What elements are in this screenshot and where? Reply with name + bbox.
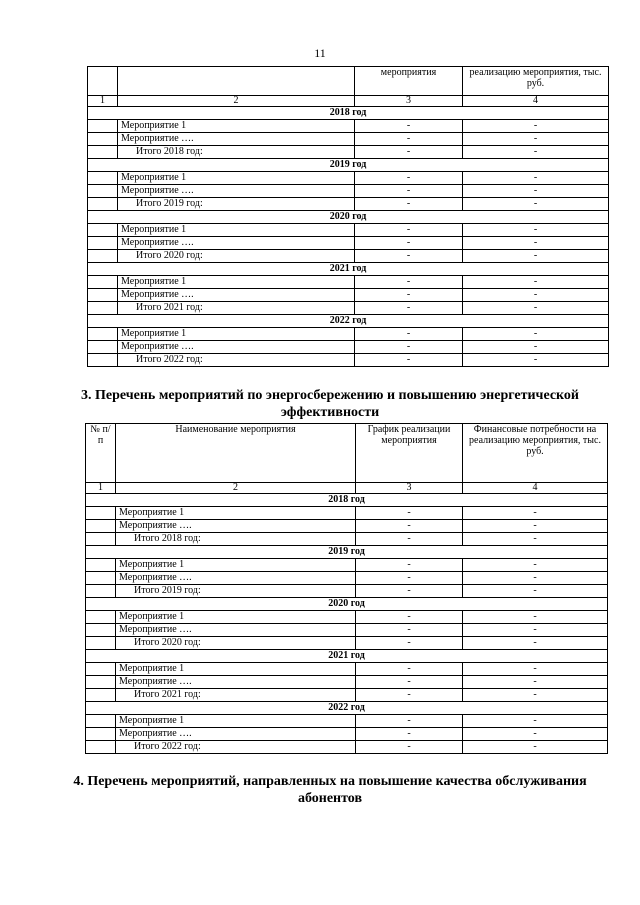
activity-row: [88, 172, 609, 185]
year-row: [88, 159, 609, 172]
column-number: 2: [118, 96, 355, 107]
total-row: [86, 741, 608, 754]
schedule-value: -: [356, 715, 463, 728]
row-number-cell: [88, 146, 118, 159]
header-col-1: [88, 67, 118, 96]
schedule-value: -: [355, 328, 463, 341]
financing-value: -: [463, 637, 608, 650]
schedule-value: -: [356, 741, 463, 754]
financing-value: -: [463, 520, 608, 533]
activity-name: Мероприятие 1: [118, 172, 355, 185]
activity-name: Мероприятие ….: [116, 624, 356, 637]
financing-value: -: [463, 341, 609, 354]
financing-value: -: [463, 185, 609, 198]
activity-row: [86, 507, 608, 520]
activity-name: Итого 2021 год:: [116, 689, 356, 702]
column-number: 3: [356, 483, 463, 494]
section-3-heading: 3. Перечень мероприятий по энергосбережению и повышению энергетической эффективности: [80, 388, 580, 420]
year-label: 2019 год: [88, 159, 609, 172]
schedule-value: -: [356, 507, 463, 520]
schedule-value: -: [355, 341, 463, 354]
activities-table-continued-body: [88, 67, 609, 367]
activity-row: [88, 185, 609, 198]
schedule-value: -: [356, 663, 463, 676]
activity-name: Мероприятие 1: [116, 663, 356, 676]
financing-value: -: [463, 237, 609, 250]
year-label: 2018 год: [86, 494, 608, 507]
column-number: 3: [355, 96, 463, 107]
schedule-value: -: [355, 198, 463, 211]
financing-value: -: [463, 611, 608, 624]
financing-value: -: [463, 276, 609, 289]
financing-value: -: [463, 172, 609, 185]
activity-name: Мероприятие 1: [116, 507, 356, 520]
activity-name: Мероприятие ….: [118, 237, 355, 250]
activity-row: [88, 224, 609, 237]
column-number: 1: [88, 96, 118, 107]
activity-name: Мероприятие ….: [116, 728, 356, 741]
financing-value: -: [463, 289, 609, 302]
financing-value: -: [463, 198, 609, 211]
column-number: 4: [463, 96, 609, 107]
activity-row: [88, 328, 609, 341]
year-label: 2020 год: [86, 598, 608, 611]
year-row: [86, 494, 608, 507]
total-row: [86, 585, 608, 598]
row-number-cell: [88, 250, 118, 263]
financing-value: -: [463, 302, 609, 315]
table-header-row: [86, 424, 608, 483]
row-number-cell: [88, 328, 118, 341]
row-number-cell: [88, 302, 118, 315]
financing-value: -: [463, 689, 608, 702]
year-label: 2021 год: [86, 650, 608, 663]
schedule-value: -: [356, 637, 463, 650]
activity-name: Итого 2022 год:: [118, 354, 355, 367]
schedule-value: -: [355, 120, 463, 133]
activity-name: Итого 2018 год:: [116, 533, 356, 546]
year-row: [86, 598, 608, 611]
schedule-value: -: [355, 237, 463, 250]
schedule-value: -: [355, 276, 463, 289]
row-number-cell: [86, 663, 116, 676]
row-number-cell: [86, 689, 116, 702]
header-col-name: Наименование мероприятия: [116, 424, 356, 483]
activity-name: Мероприятие 1: [118, 328, 355, 341]
row-number-cell: [86, 559, 116, 572]
activity-row: [86, 663, 608, 676]
row-number-cell: [86, 520, 116, 533]
column-number-row: [86, 483, 608, 494]
column-number: 1: [86, 483, 116, 494]
header-col-number: № п/п: [86, 424, 116, 483]
row-number-cell: [86, 624, 116, 637]
financing-value: -: [463, 559, 608, 572]
table-header-row: [88, 67, 609, 96]
row-number-cell: [86, 637, 116, 650]
row-number-cell: [88, 185, 118, 198]
total-row: [88, 198, 609, 211]
row-number-cell: [86, 507, 116, 520]
financing-value: -: [463, 224, 609, 237]
financing-value: -: [463, 585, 608, 598]
year-label: 2022 год: [86, 702, 608, 715]
schedule-value: -: [356, 611, 463, 624]
activity-row: [86, 624, 608, 637]
schedule-value: -: [355, 224, 463, 237]
total-row: [88, 250, 609, 263]
row-number-cell: [88, 237, 118, 250]
row-number-cell: [88, 276, 118, 289]
header-col-3: мероприятия: [355, 67, 463, 96]
activity-name: Итого 2018 год:: [118, 146, 355, 159]
year-row: [88, 263, 609, 276]
row-number-cell: [88, 198, 118, 211]
schedule-value: -: [355, 185, 463, 198]
activity-row: [86, 715, 608, 728]
schedule-value: -: [356, 585, 463, 598]
row-number-cell: [86, 728, 116, 741]
column-number-row: [88, 96, 609, 107]
year-label: 2021 год: [88, 263, 609, 276]
year-label: 2022 год: [88, 315, 609, 328]
activity-row: [88, 237, 609, 250]
row-number-cell: [88, 289, 118, 302]
total-row: [86, 637, 608, 650]
financing-value: -: [463, 328, 609, 341]
year-label: 2019 год: [86, 546, 608, 559]
schedule-value: -: [355, 133, 463, 146]
row-number-cell: [86, 533, 116, 546]
activity-row: [86, 572, 608, 585]
row-number-cell: [86, 676, 116, 689]
header-col-financing: Финансовые потребности на реализацию мероприятия, тыс. руб.: [463, 424, 608, 483]
row-number-cell: [88, 133, 118, 146]
year-row: [86, 702, 608, 715]
activities-table-continued: [87, 66, 609, 367]
activity-row: [86, 611, 608, 624]
year-row: [88, 107, 609, 120]
row-number-cell: [88, 354, 118, 367]
row-number-cell: [86, 715, 116, 728]
financing-value: -: [463, 133, 609, 146]
schedule-value: -: [356, 689, 463, 702]
activity-row: [86, 676, 608, 689]
schedule-value: -: [356, 559, 463, 572]
year-label: 2020 год: [88, 211, 609, 224]
year-row: [86, 546, 608, 559]
header-col-2: [118, 67, 355, 96]
row-number-cell: [88, 120, 118, 133]
activity-row: [86, 559, 608, 572]
financing-value: -: [463, 676, 608, 689]
schedule-value: -: [355, 172, 463, 185]
activity-name: Мероприятие 1: [116, 715, 356, 728]
financing-value: -: [463, 572, 608, 585]
energy-saving-table: [85, 423, 608, 754]
activity-name: Мероприятие ….: [118, 133, 355, 146]
year-row: [88, 211, 609, 224]
activity-row: [88, 289, 609, 302]
activity-name: Итого 2019 год:: [118, 198, 355, 211]
activity-row: [88, 276, 609, 289]
schedule-value: -: [355, 302, 463, 315]
activity-name: Итого 2022 год:: [116, 741, 356, 754]
activity-row: [88, 120, 609, 133]
activity-name: Мероприятие 1: [116, 611, 356, 624]
activity-name: Мероприятие 1: [116, 559, 356, 572]
row-number-cell: [86, 585, 116, 598]
schedule-value: -: [356, 572, 463, 585]
row-number-cell: [86, 611, 116, 624]
activity-name: Мероприятие ….: [116, 676, 356, 689]
year-label: 2018 год: [88, 107, 609, 120]
total-row: [88, 146, 609, 159]
row-number-cell: [86, 741, 116, 754]
total-row: [88, 302, 609, 315]
financing-value: -: [463, 741, 608, 754]
financing-value: -: [463, 354, 609, 367]
activity-row: [86, 728, 608, 741]
column-number: 2: [116, 483, 356, 494]
activity-name: Итого 2020 год:: [118, 250, 355, 263]
financing-value: -: [463, 146, 609, 159]
schedule-value: -: [355, 250, 463, 263]
year-row: [86, 650, 608, 663]
financing-value: -: [463, 507, 608, 520]
activity-name: Итого 2020 год:: [116, 637, 356, 650]
row-number-cell: [88, 224, 118, 237]
activity-name: Мероприятие ….: [116, 572, 356, 585]
activity-row: [88, 133, 609, 146]
financing-value: -: [463, 715, 608, 728]
activity-name: Мероприятие ….: [118, 341, 355, 354]
total-row: [88, 354, 609, 367]
activity-name: Мероприятие 1: [118, 224, 355, 237]
activity-name: Итого 2019 год:: [116, 585, 356, 598]
page-number: 11: [314, 46, 326, 60]
financing-value: -: [463, 624, 608, 637]
financing-value: -: [463, 728, 608, 741]
financing-value: -: [463, 250, 609, 263]
total-row: [86, 533, 608, 546]
column-number: 4: [463, 483, 608, 494]
row-number-cell: [86, 572, 116, 585]
activity-name: Мероприятие ….: [118, 289, 355, 302]
financing-value: -: [463, 533, 608, 546]
schedule-value: -: [355, 146, 463, 159]
activity-row: [86, 520, 608, 533]
financing-value: -: [463, 120, 609, 133]
schedule-value: -: [356, 624, 463, 637]
schedule-value: -: [356, 676, 463, 689]
activity-name: Мероприятие ….: [118, 185, 355, 198]
year-row: [88, 315, 609, 328]
row-number-cell: [88, 341, 118, 354]
activity-name: Мероприятие 1: [118, 276, 355, 289]
activity-name: Мероприятие ….: [116, 520, 356, 533]
schedule-value: -: [356, 520, 463, 533]
energy-saving-table-body: [86, 424, 608, 754]
activity-name: Мероприятие 1: [118, 120, 355, 133]
total-row: [86, 689, 608, 702]
activity-row: [88, 341, 609, 354]
section-4-heading: 4. Перечень мероприятий, направленных на повышение качества обслуживания абонентов: [73, 774, 587, 806]
activity-name: Итого 2021 год:: [118, 302, 355, 315]
schedule-value: -: [356, 533, 463, 546]
header-col-4: реализацию мероприятия, тыс. руб.: [463, 67, 609, 96]
row-number-cell: [88, 172, 118, 185]
financing-value: -: [463, 663, 608, 676]
schedule-value: -: [355, 289, 463, 302]
schedule-value: -: [356, 728, 463, 741]
schedule-value: -: [355, 354, 463, 367]
header-col-schedule: График реализации мероприятия: [356, 424, 463, 483]
